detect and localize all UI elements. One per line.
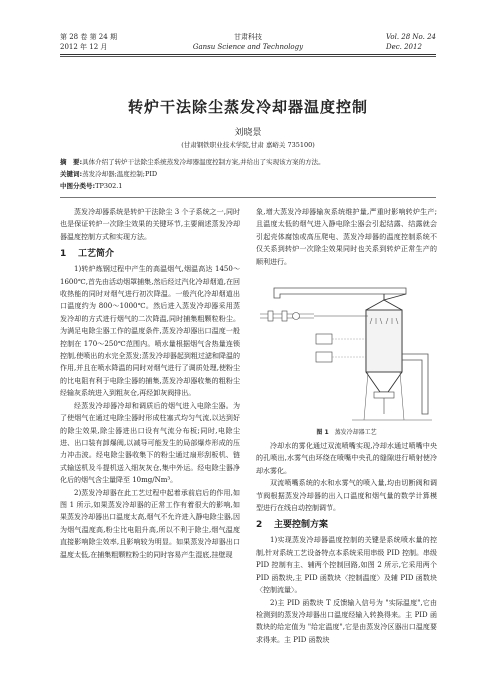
cutoff-valve-icon — [268, 311, 273, 321]
keywords — [60, 169, 436, 180]
abstract-text: 具体介绍了转炉干法除尘系统蒸发冷却器温度控制方案,并给出了实现该方案的方法。 — [82, 158, 325, 166]
abstract-rule — [60, 197, 436, 198]
pressure-sensor-icon — [316, 352, 332, 362]
section-1-number: 1 — [60, 249, 67, 260]
paragraph-process-3: 2)蒸发冷却器在此工艺过程中起着承前启后的作用,如图 1 所示,如果蒸发冷却器的正常工作有着很大的影响,如果蒸发冷却器出口温度太高,烟气不允许进入静电除尘器,因为烟气温度高,粉尘比电阻升高,所以不利于除尘,烟气温度直接影响除尘效率,且影响较为明显。如果蒸发冷却器出口温度太低,在捕集粗颗粒粉尘的同时容易产生湿底,挂壁现 — [60, 488, 240, 559]
paragraph-continued: 象,增大蒸发冷却器输灰系统维护量,严重时影响转炉生产;且温度太低的烟气进入静电除尘器会引起结露、结露就会引起壳体腐蚀或高压爬电、蒸发冷却器的温度控制系统不仅关系到转炉一次除尘效果同时也关系到转炉正常生产的顺利进行。 — [256, 208, 437, 266]
section-2-title: 主要控制方案 — [274, 520, 329, 531]
right-column — [256, 206, 437, 646]
keywords-text: 蒸发冷却器;温度控制;PID — [82, 170, 158, 178]
paragraph-process-2: 经蒸发冷却器冷却和调质后的烟气进入电除尘器。为了使烟气在通过电除尘器时形成柱塞式均匀气流,以达到好的除尘效果,除尘器进出口设有气流分布板;同时,电除尘进、出口装有卸爆阀,以减导可能发生的局部爆炸形成的压力冲击波。经电除尘器收集下的粉尘通过扇形刮板机、链式输送机及斗提机送入细灰灰仓,集中外运。经电除尘器净化后的烟气含尘量降至 10mg/Nm³。 — [60, 401, 240, 485]
paragraph-process-1: 1)转炉炼钢过程中产生的高温烟气,烟温高达 1450～1600℃,首先由活动烟罩捕集,然后经过汽化冷却烟道,在回收热能的同时对烟气进行初次降温。一般汽化冷却烟道出口温度约为 800～1000℃。然后进入蒸发冷却器采用蒸发冷却的方式进行烟气的二次降温,同时捕集粗颗粒粉尘。为满足电除尘器工作的温度条件,蒸发冷却器出口温度一般控制在 170～250℃范围内。喷水量根据烟气含热量连锁控制,使喷出的水完全蒸发;蒸发冷却器起到粗过滤和降温的作用,并且在喷水降温的同时对烟气进行了调质处理,使粉尘的比电阻有利于电除尘器的捕集,蒸发冷却器收集的粗粉尘经输灰系统进入到粗灰仓,再经卸灰阀排出。 — [60, 265, 240, 398]
issue-date: 2012 年 12 月 — [60, 43, 108, 51]
keywords-label: 关键词: — [60, 170, 83, 178]
support-leg — [400, 372, 404, 420]
abstract — [60, 157, 436, 168]
classification-label: 中图分类号: — [60, 182, 96, 190]
abstract-label: 摘 要: — [60, 158, 83, 166]
figure-1-label: 图 1 — [316, 429, 329, 437]
flowmeter-icon — [293, 313, 300, 320]
journal-name-cn: 甘肃科技 — [234, 33, 262, 41]
classification-value: TP302.1 — [95, 182, 123, 190]
paragraph-control-2: 2)主 PID 函数块 T 反馈输入信号为 "实际温度",它由检测到的蒸发冷却器出口温度经输入转换得来。主 PID 函数块的给定值为 "给定温度",它是由蒸发冷区器出口温度要求得来。主 PID 函数块 — [256, 598, 437, 644]
journal-name-en: Gansu Science and Technology — [192, 43, 304, 51]
left-column — [60, 206, 240, 561]
section-2-heading — [256, 518, 437, 532]
figure-1 — [256, 274, 437, 426]
outlet-duct — [402, 354, 428, 414]
header-rule-thin — [60, 56, 436, 57]
support-leg — [364, 372, 368, 420]
inlet-duct — [274, 288, 406, 298]
section-1-heading — [60, 247, 240, 261]
header-rule — [60, 54, 436, 55]
figure-1-caption-text: 蒸发冷却器工艺 — [334, 429, 377, 437]
article-author: 刘晓景 — [234, 128, 262, 138]
author-affiliation: (甘肃钢铁职业技术学院,甘肃 嘉峪关 735100) — [181, 141, 315, 149]
paragraph-nozzle-control: 双流喷嘴系统的水和水雾气的喷入量,均由切断阀和调节阀根据蒸发冷却器的出入口温度和烟气量的数学计算模型进行在线自动控制调节。 — [256, 479, 437, 513]
control-valve-icon — [282, 311, 287, 321]
journal-volume-en — [386, 32, 436, 52]
paragraph-atomization: 冷却水的雾化通过双流喷嘴实现,冷却水通过喷嘴中央的孔喷出,水雾气由环绕在喷嘴中央孔的缝隙进行喷射使冷却水雾化。 — [256, 442, 437, 475]
intro-paragraph: 蒸发冷却器系统是转炉干法除尘 3 个子系统之一,同时也是保证转炉一次除尘效果的关键环节,主要阐述蒸发冷却器温度控制方式和实现方法。 — [60, 208, 240, 241]
article-title: 转炉干法除尘蒸发冷却器温度控制 — [127, 98, 368, 116]
volume-en: Vol. 28 No. 24 — [385, 33, 436, 41]
section-2-number: 2 — [256, 520, 263, 531]
temperature-sensor-icon — [316, 334, 332, 344]
paragraph-control-1: 1)实现蒸发冷却器温度控制的关键是系统喷水量的控制,针对系统工艺设备特点本系统采用串级 PID 控制。串级 PID 控制有主、辅两个控制回路,如图 2 所示,它采用两个 PID 函数块,主 PID 函数块〈控制温度〉及辅 PID 函数块〈控制流量〉。 — [256, 536, 437, 595]
figure-1-caption — [256, 428, 437, 438]
process-diagram — [256, 274, 437, 426]
date-en: Dec. 2012 — [385, 43, 422, 51]
classification — [60, 181, 436, 192]
section-1-title: 工艺简介 — [78, 249, 115, 260]
volume-issue: 第 28 卷 第 24 期 — [60, 33, 117, 41]
ash-conveyor — [374, 392, 394, 398]
